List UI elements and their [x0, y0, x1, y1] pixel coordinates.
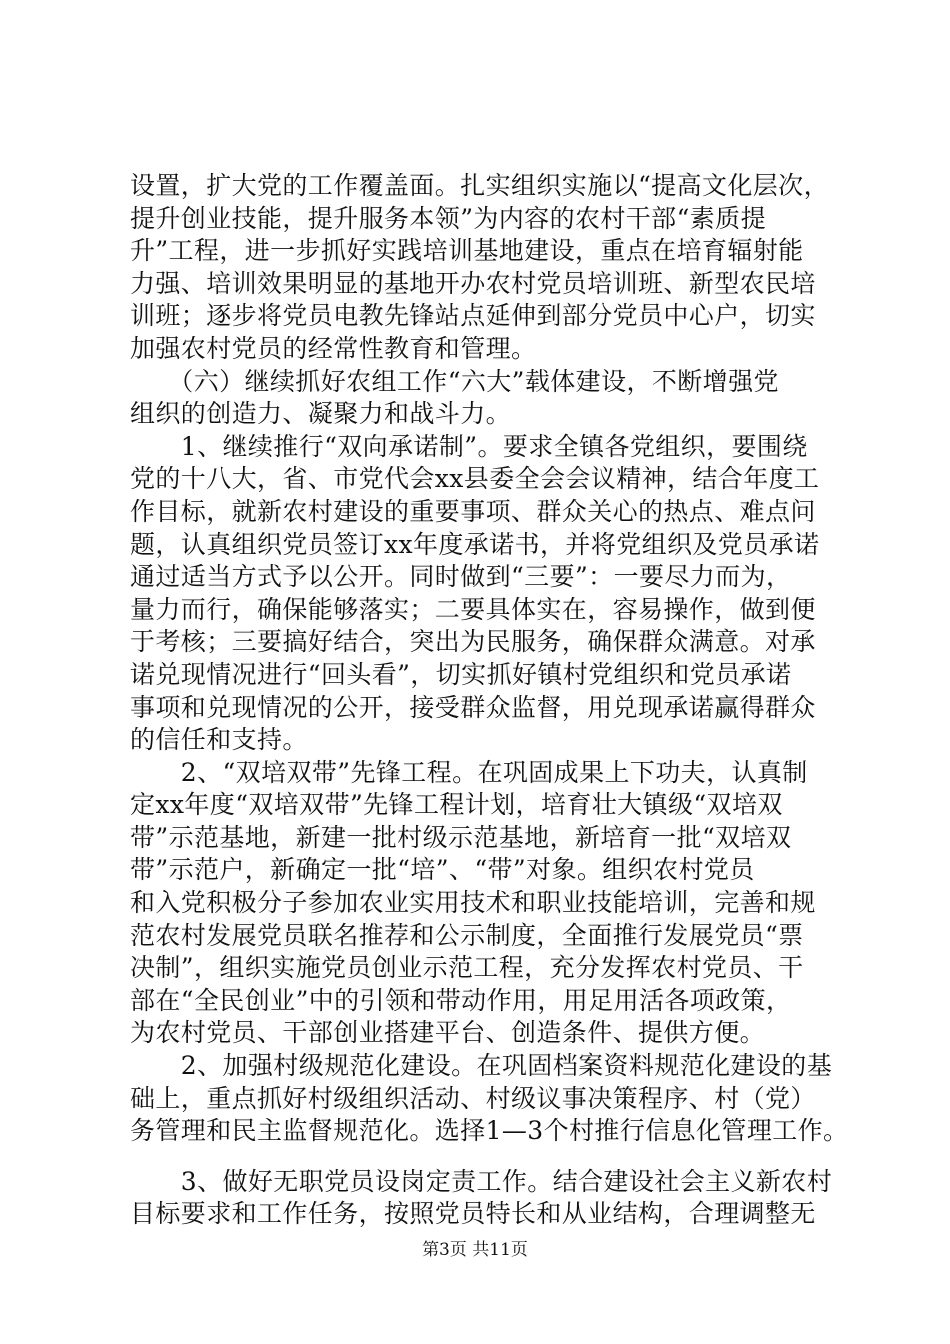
text-line: 2、加强村级规范化建设。在巩固档案资料规范化建设的基: [130, 1051, 833, 1081]
text-line: 定xx年度“双培双带”先锋工程计划，培育壮大镇级“双培双: [130, 790, 783, 820]
text-line: 升”工程，进一步抓好实践培训基地建设，重点在培育辐射能: [130, 236, 804, 266]
text-line: 范农村发展党员联名推荐和公示制度，全面推行发展党员“票: [130, 920, 804, 950]
text-line: 础上，重点抓好村级组织活动、村级议事决策程序、村（党）: [130, 1083, 816, 1113]
text-line: 于考核；三要搞好结合，突出为民服务，确保群众满意。对承: [130, 627, 816, 657]
text-line: 诺兑现情况进行“回头看”，切实抓好镇村党组织和党员承诺: [130, 659, 792, 689]
text-line: 决制”，组织实施党员创业示范工程，充分发挥农村党员、干: [130, 953, 804, 983]
text-line: 量力而行，确保能够落实；二要具体实在，容易操作，做到便: [130, 594, 816, 624]
text-line: 1、继续推行“双向承诺制”。要求全镇各党组织，要围绕: [130, 431, 808, 461]
text-line: 党的十八大，省、市党代会xx县委全会会议精神，结合年度工: [130, 464, 820, 494]
text-line: 和入党积极分子参加农业实用技术和职业技能培训，完善和规: [130, 888, 816, 918]
page-footer: 第3页 共11页: [422, 1240, 528, 1260]
text-line: 力强、培训效果明显的基地开办农村党员培训班、新型农民培: [130, 268, 816, 298]
paragraph-gap: [130, 1148, 830, 1166]
text-line: 组织的创造力、凝聚力和战斗力。: [130, 399, 512, 429]
text-line: 带”示范户，新确定一批“培”、“带”对象。组织农村党员: [130, 855, 755, 885]
text-line: 务管理和民主监督规范化。选择1—3个村推行信息化管理工作。: [130, 1116, 849, 1146]
text-line: 为农村党员、干部创业搭建平台、创造条件、提供方便。: [130, 1018, 766, 1048]
text-line: 部在“全民创业”中的引领和带动作用，用足用活各项政策，: [130, 985, 792, 1015]
text-line: 设置，扩大党的工作覆盖面。扎实组织实施以“提高文化层次，: [130, 171, 829, 200]
text-line: 训班；逐步将党员电教先锋站点延伸到部分党员中心户，切实: [130, 301, 816, 331]
text-line: 提升创业技能，提升服务本领”为内容的农村干部“素质提: [130, 203, 766, 233]
text-line: 目标要求和工作任务，按照党员特长和从业结构，合理调整无: [130, 1199, 816, 1229]
text-line: 作目标，就新农村建设的重要事项、群众关心的热点、难点问: [130, 496, 816, 526]
text-line: 3、做好无职党员设岗定责工作。结合建设社会主义新农村: [130, 1166, 833, 1196]
text-line: 通过适当方式予以公开。同时做到“三要”：一要尽力而为，: [130, 562, 792, 592]
text-line: （六）继续抓好农组工作“六大”载体建设，不断增强党: [130, 366, 779, 396]
text-line: 加强农村党员的经常性教育和管理。: [130, 333, 537, 363]
text-line: 事项和兑现情况的公开，接受群众监督，用兑现承诺赢得群众: [130, 692, 816, 722]
text-line: 的信任和支持。: [130, 725, 308, 755]
text-line: 带”示范基地，新建一批村级示范基地，新培育一批“双培双: [130, 822, 792, 852]
text-line: 题，认真组织党员签订xx年度承诺书，并将党组织及党员承诺: [130, 529, 820, 559]
text-line: 2、“双培双带”先锋工程。在巩固成果上下功夫，认真制: [130, 757, 808, 787]
document-body: [130, 170, 849, 1231]
